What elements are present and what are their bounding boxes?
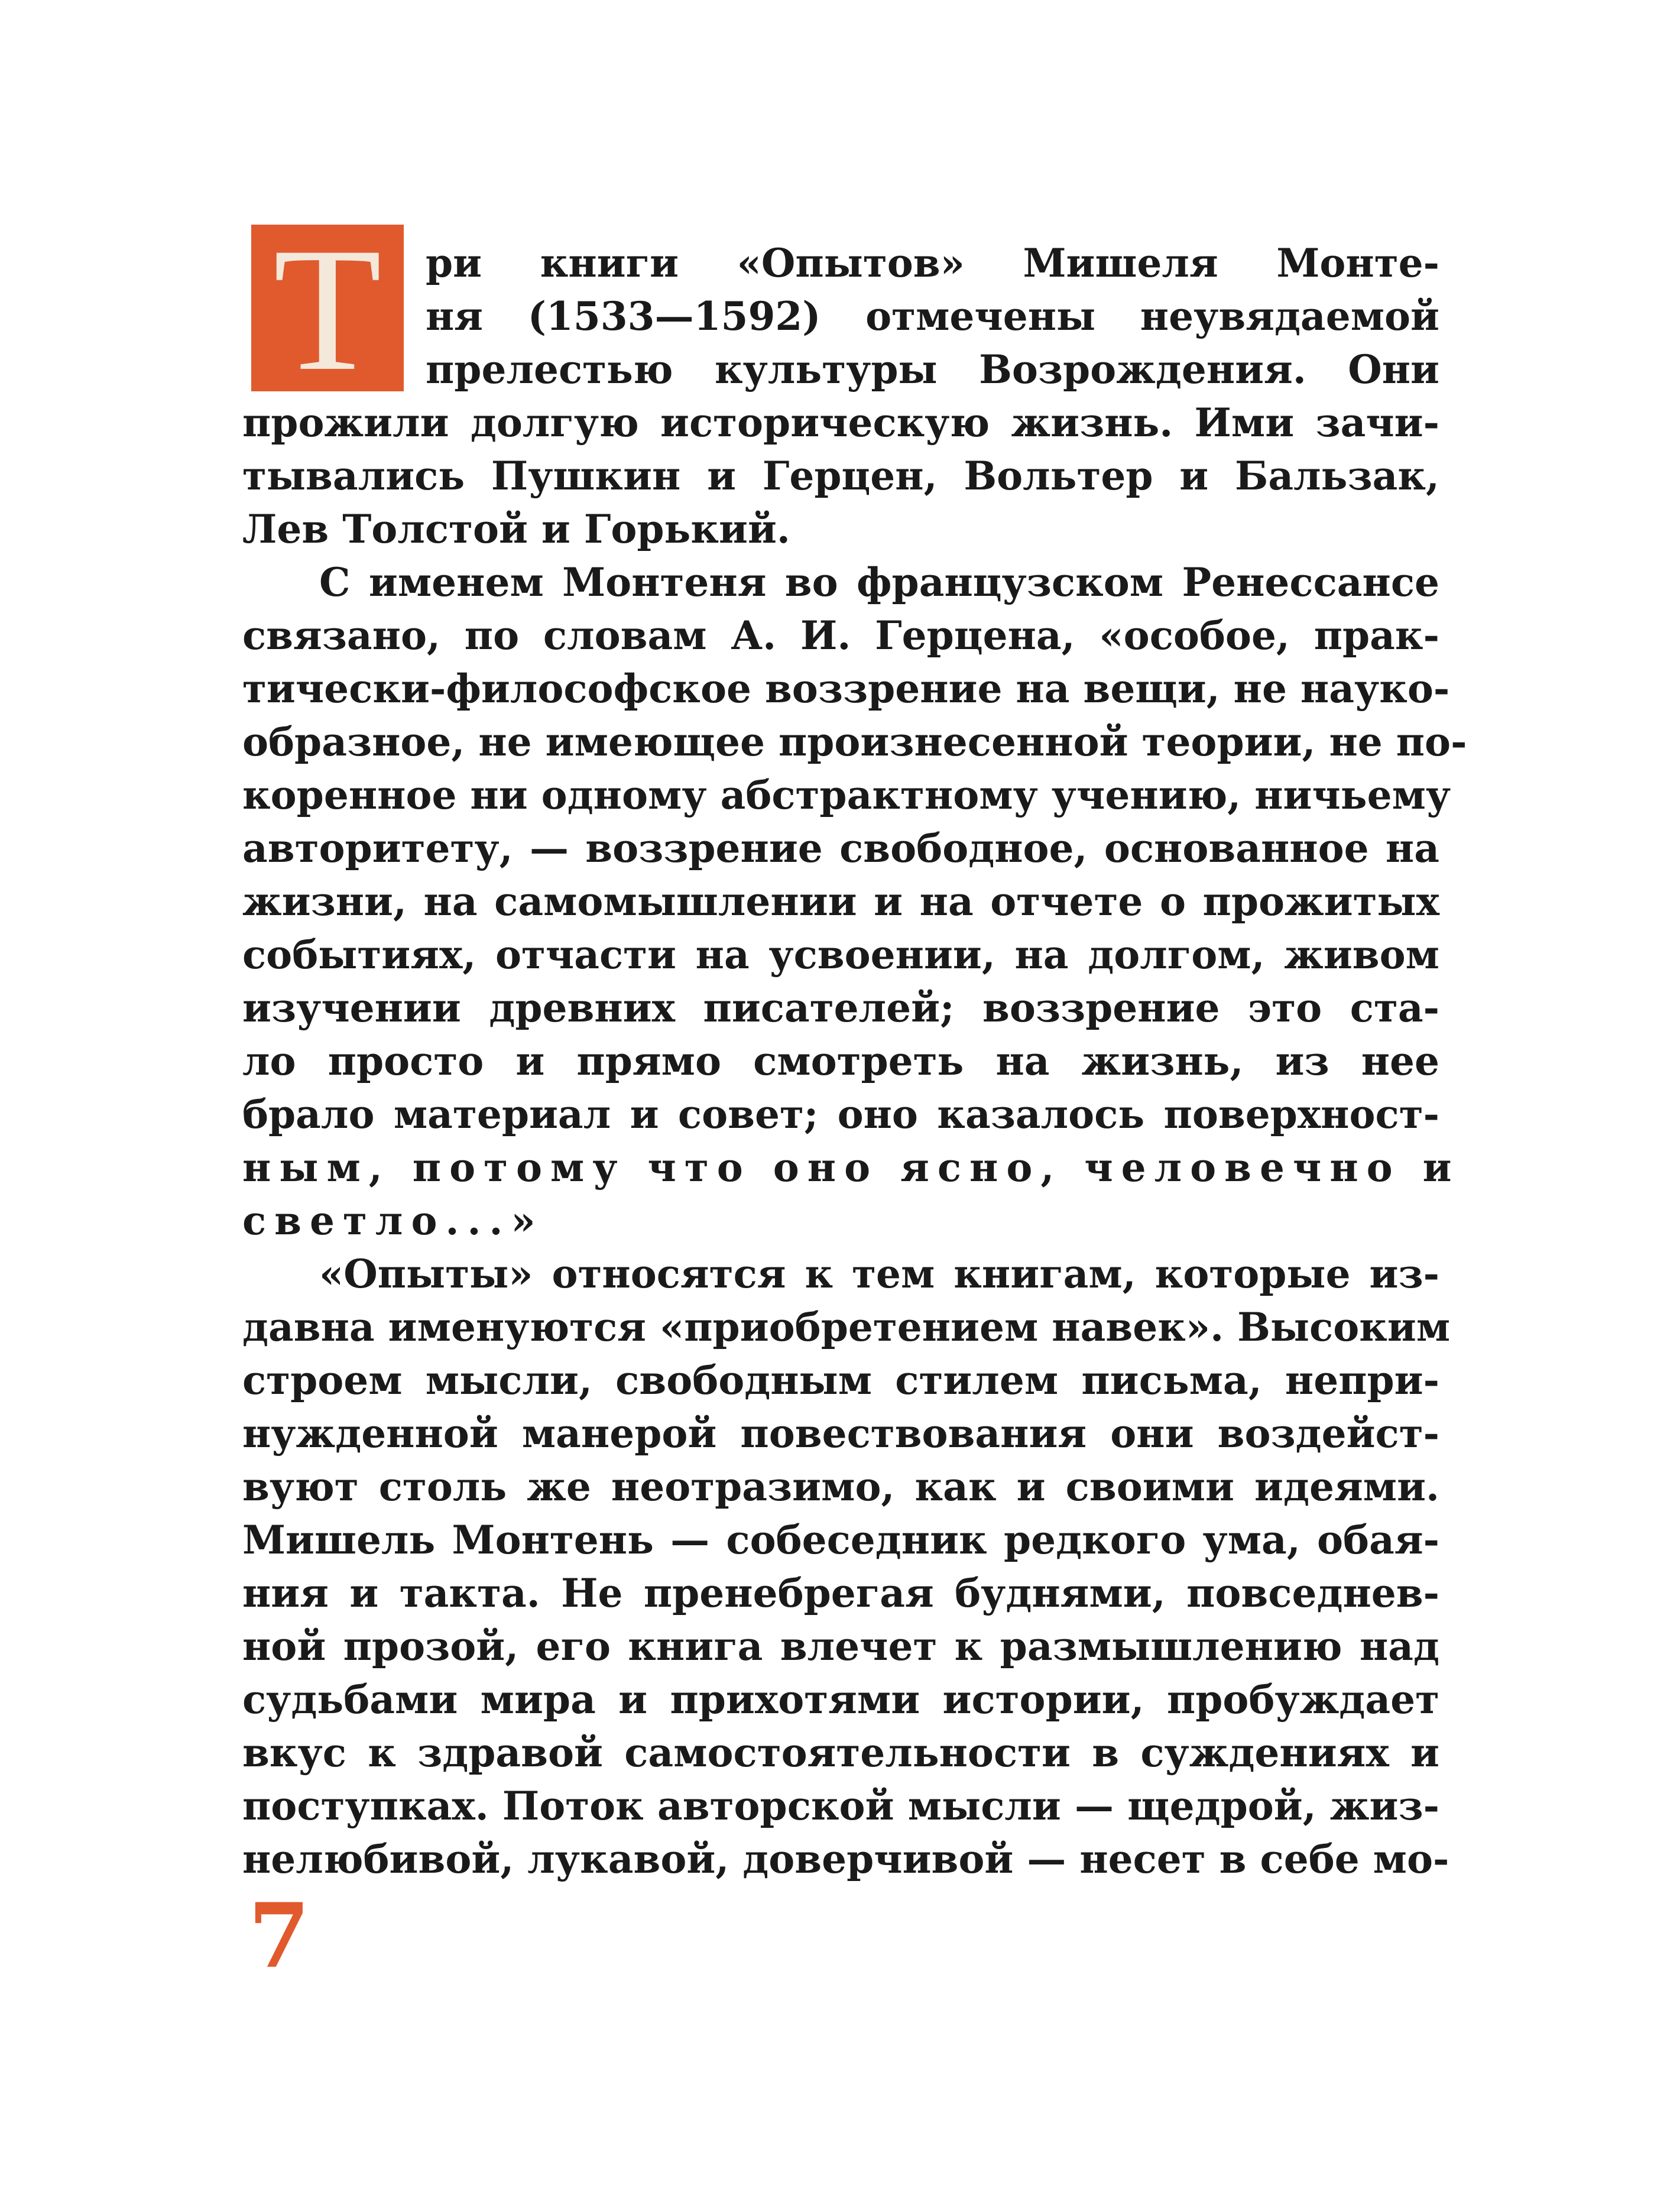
text-line: С именем Монтеня во французском Ренессансе [319, 559, 1439, 605]
text-line: светло...» [242, 1198, 544, 1244]
text-line: строем мысли, свободным стилем письма, непри- [242, 1357, 1439, 1403]
text-line: вуют столь же неотразимо, как и своими идеями. [242, 1464, 1439, 1510]
text-line: нужденной манерой повествования они воздейст- [242, 1410, 1439, 1457]
text-line: связано, по словам А. И. Герцена, «особое, прак- [242, 612, 1439, 659]
text-line: ня (1533—1592) отмечены неувядаемой [426, 293, 1439, 339]
text-line: ным, потому что оно ясно, человечно и [242, 1144, 1460, 1191]
drop-cap-letter: Т [273, 211, 382, 407]
text-line: ри книги «Опытов» Мишеля Монте- [426, 240, 1439, 286]
text-line: жизни, на самомышлении и на отчете о прожитых [242, 878, 1439, 925]
text-line: Мишель Монтень — собеседник редкого ума, обая- [242, 1517, 1439, 1563]
text-line: тически-философское воззрение на вещи, не науко- [242, 666, 1450, 712]
text-line: коренное ни одному абстрактному учению, ничьему [242, 772, 1451, 818]
page-number: 7 [248, 1884, 310, 1988]
text-line: судьбами мира и прихотями истории, пробуждает [242, 1676, 1439, 1723]
text-line: изучении древних писателей; воззрение это ста- [242, 985, 1439, 1031]
text-line: ной прозой, его книга влечет к размышлению над [242, 1623, 1439, 1669]
body-text [242, 236, 1467, 1886]
text-line: вкус к здравой самостоятельности в суждениях и [242, 1730, 1439, 1776]
text-line: ния и такта. Не пренебрегая буднями, повседнев- [242, 1570, 1439, 1616]
text-line: прелестью культуры Возрождения. Они [426, 346, 1439, 393]
text-line: ло просто и прямо смотреть на жизнь, из нее [242, 1038, 1439, 1084]
text-line: «Опыты» относятся к тем книгам, которые из- [319, 1251, 1439, 1297]
text-line: прожили долгую историческую жизнь. Ими зачи- [242, 400, 1439, 446]
text-line: образное, не имеющее произнесенной теории, не по- [242, 719, 1467, 765]
text-line: событиях, отчасти на усвоении, на долгом, живом [242, 932, 1439, 978]
text-line: Лев Толстой и Горький. [242, 506, 790, 552]
text-line: брало материал и совет; оно казалось поверхност- [242, 1091, 1439, 1137]
text-line: поступках. Поток авторской мысли — щедрой, жиз- [242, 1783, 1439, 1829]
text-line: давна именуются «приобретением навек». Высоким [242, 1304, 1451, 1350]
text-line: тывались Пушкин и Герцен, Вольтер и Бальзак, [242, 453, 1439, 499]
text-line: нелюбивой, лукавой, доверчивой — несет в себе мо- [242, 1836, 1449, 1882]
text-line: авторитету, — воззрение свободное, основанное на [242, 825, 1439, 871]
